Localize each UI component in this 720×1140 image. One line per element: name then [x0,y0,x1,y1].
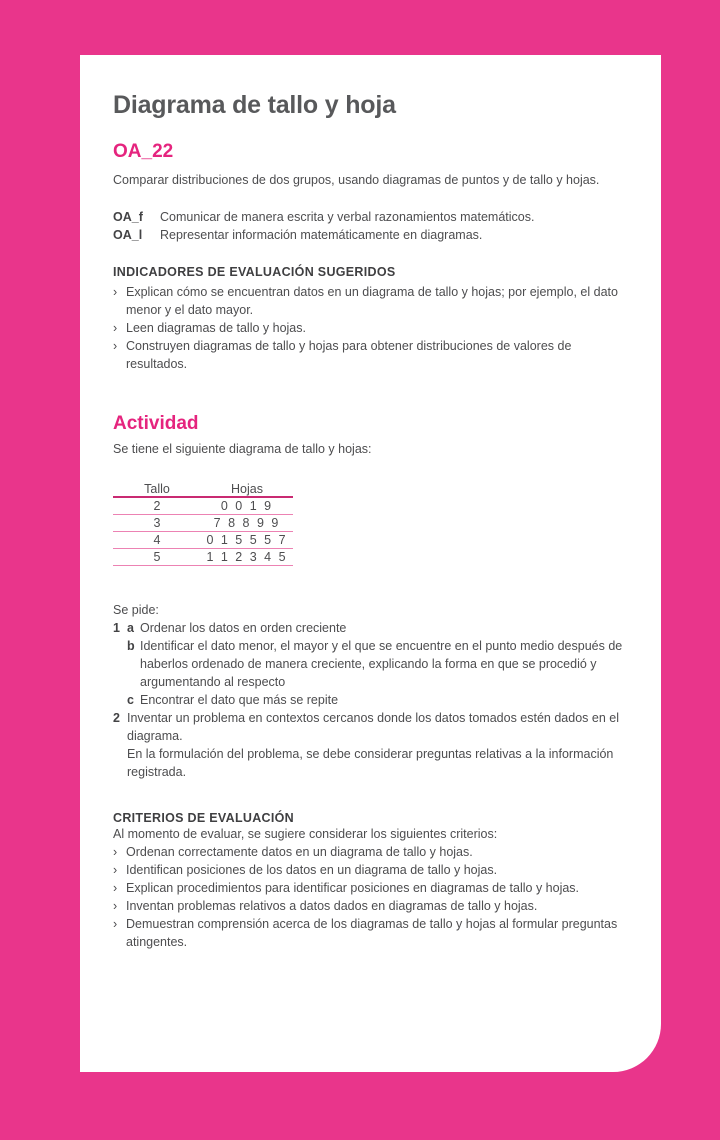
list-item [113,337,628,373]
stem-value: 3 [153,516,161,530]
table-row [113,515,293,532]
stem-value: 2 [153,499,161,513]
task-number-spacer [113,637,127,691]
task-text-line: En la formulación del problema, se debe considerar preguntas relativas a la información registrada. [127,747,614,779]
indicators-list [113,283,628,373]
leaves-value: 0 1 5 5 5 7 [206,533,288,547]
list-item [113,861,628,879]
bullet-icon: › [113,863,118,877]
criteria-heading: CRITERIOS DE EVALUACIÓN [113,811,294,825]
bullet-icon: › [113,899,118,913]
skill-code: OA_f [113,210,143,224]
list-item-text: Explican procedimientos para identificar posiciones en diagramas de tallo y hojas. [126,881,580,895]
skill-text: Comunicar de manera escrita y verbal razonamientos matemáticos. [160,210,535,224]
skill-code: OA_l [113,228,143,242]
criteria-list [113,843,628,951]
list-item-text: Construyen diagramas de tallo y hojas para obtener distribuciones de valores de resultados. [126,339,572,371]
list-item [113,879,628,897]
bullet-icon: › [113,339,118,353]
task-item [113,709,628,781]
skill-row [113,208,628,226]
skill-row [113,226,628,244]
task-text: Encontrar el dato que más se repite [140,693,339,707]
task-item [113,637,628,691]
criteria-intro: Al momento de evaluar, se sugiere considerar los siguientes criterios: [113,827,498,841]
stem-value: 5 [153,550,161,564]
list-item [113,915,628,951]
list-item-text: Demuestran comprensión acerca de los diagramas de tallo y hojas al formular preguntas atingentes. [126,917,618,949]
document-page [80,55,661,1072]
table-header-stem: Tallo [144,481,170,496]
list-item-text: Inventan problemas relativos a datos dados en diagramas de tallo y hojas. [126,899,538,913]
task-text: Ordenar los datos en orden creciente [140,621,347,635]
bullet-icon: › [113,321,118,335]
leaves-value: 1 1 2 3 4 5 [206,550,288,564]
bullet-icon: › [113,917,118,931]
tasks-list [113,619,628,781]
task-item [113,691,628,709]
list-item-text: Identifican posiciones de los datos en un diagrama de tallo y hojas. [126,863,498,877]
list-item [113,283,628,319]
task-text: Identificar el dato menor, el mayor y el que se encuentre en el punto medio después de haberlos ordenado de manera creciente, explicando la forma en que se procedió y argumentando al respecto [140,639,623,689]
table-row [113,549,293,566]
skill-text: Representar información matemáticamente en diagramas. [160,228,483,242]
oa-heading: OA_22 [113,141,174,162]
list-item-text: Leen diagramas de tallo y hojas. [126,321,306,335]
bullet-icon: › [113,845,118,859]
task-item [113,619,628,637]
oa-description: Comparar distribuciones de dos grupos, usando diagramas de puntos y de tallo y hojas. [113,173,600,187]
table-header-row [113,481,293,498]
bullet-icon: › [113,285,118,299]
task-number: 2 [113,711,120,725]
list-item [113,897,628,915]
leaves-value: 0 0 1 9 [220,499,274,513]
task-letter: a [127,621,134,635]
leaves-value: 7 8 8 9 9 [213,516,281,530]
table-row [113,498,293,515]
activity-heading: Actividad [113,413,199,434]
request-label: Se pide: [113,603,159,617]
task-letter: b [127,639,135,653]
task-letter: c [127,693,134,707]
task-number: 1 [113,621,120,635]
list-item-text: Ordenan correctamente datos en un diagrama de tallo y hojas. [126,845,473,859]
skills-list [113,208,628,244]
task-text [127,709,628,781]
task-text-line: Inventar un problema en contextos cercanos donde los datos tomados estén dados en el diagrama. [127,711,619,743]
task-number-spacer [113,691,127,709]
table-header-leaves: Hojas [231,481,263,496]
activity-intro: Se tiene el siguiente diagrama de tallo y hojas: [113,442,372,456]
table-row [113,532,293,549]
stem-value: 4 [153,533,161,547]
indicators-heading: INDICADORES DE EVALUACIÓN SUGERIDOS [113,265,396,279]
list-item-text: Explican cómo se encuentran datos en un diagrama de tallo y hojas; por ejemplo, el dato menor y el dato mayor. [126,285,618,317]
list-item [113,843,628,861]
page-title: Diagrama de tallo y hoja [113,91,396,119]
bullet-icon: › [113,881,118,895]
stem-leaf-table [113,481,293,566]
list-item [113,319,628,337]
